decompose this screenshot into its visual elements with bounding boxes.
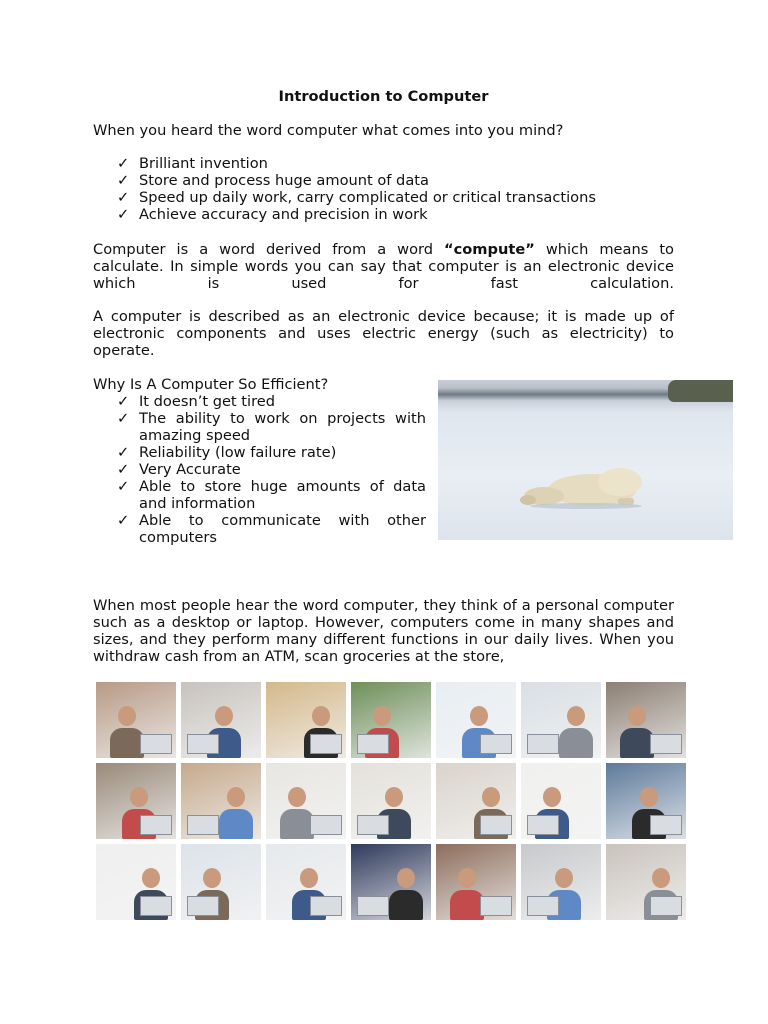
computer-device	[357, 734, 389, 754]
people-photo	[351, 844, 431, 920]
person-head	[300, 868, 318, 888]
people-photo	[436, 763, 516, 839]
person-head	[628, 706, 646, 726]
list-item	[117, 155, 596, 172]
polar-bear-photo	[438, 380, 733, 540]
list-item	[117, 206, 596, 223]
people-photo	[266, 844, 346, 920]
closing-paragraph: When most people hear the word computer, they think of a personal computer such as a desktop or laptop. However, computers come in many shapes and sizes, and they perform many different functions in our daily lives. When you withdraw cash from an ATM, scan groceries at the store,	[93, 597, 674, 665]
person-head	[215, 706, 233, 726]
people-photo	[266, 763, 346, 839]
list-item	[117, 478, 426, 512]
person-head	[142, 868, 160, 888]
person-head	[373, 706, 391, 726]
efficient-list	[117, 393, 426, 546]
computer-device	[310, 896, 342, 916]
checkmark-icon: ✓	[117, 461, 130, 478]
people-photo	[436, 682, 516, 758]
computer-device	[140, 734, 172, 754]
definition-text-start: Computer is a word derived from a word	[93, 241, 445, 258]
person-figure	[620, 728, 654, 758]
person-head	[288, 787, 306, 807]
mind-list	[117, 155, 596, 223]
people-photo	[351, 763, 431, 839]
person-figure	[559, 728, 593, 758]
people-photo	[266, 682, 346, 758]
computer-device	[480, 734, 512, 754]
person-head	[470, 706, 488, 726]
list-item-text: Able to store huge amounts of data and information	[139, 478, 426, 512]
person-head	[118, 706, 136, 726]
treeline	[668, 380, 733, 402]
checkmark-icon: ✓	[117, 512, 130, 529]
people-photo	[521, 682, 601, 758]
list-item-text: Achieve accuracy and precision in work	[139, 206, 428, 223]
person-figure	[280, 809, 314, 839]
definition-text-end: which means to calculate. In simple words you can say that computer is an electronic device which is used for fast calculation.	[93, 241, 674, 292]
person-head	[555, 868, 573, 888]
computer-device	[650, 734, 682, 754]
computer-device	[480, 896, 512, 916]
list-item	[117, 444, 426, 461]
people-photo	[96, 844, 176, 920]
checkmark-icon: ✓	[117, 393, 130, 410]
computer-device	[357, 896, 389, 916]
person-head	[543, 787, 561, 807]
checkmark-icon: ✓	[117, 172, 130, 189]
list-item-text: Brilliant invention	[139, 155, 268, 172]
people-photo	[181, 763, 261, 839]
intro-question: When you heard the word computer what comes into you mind?	[93, 122, 564, 139]
person-head	[385, 787, 403, 807]
computer-device	[480, 815, 512, 835]
computer-device	[187, 896, 219, 916]
people-photo-grid	[96, 682, 688, 922]
computer-device	[140, 896, 172, 916]
list-item-text: The ability to work on projects with amazing speed	[139, 410, 426, 444]
polar-bear-figure	[520, 462, 650, 510]
list-item	[117, 393, 426, 410]
checkmark-icon: ✓	[117, 410, 130, 427]
computer-device	[650, 896, 682, 916]
people-photo	[351, 682, 431, 758]
person-figure	[389, 890, 423, 920]
person-head	[227, 787, 245, 807]
people-photo	[96, 763, 176, 839]
computer-device	[527, 815, 559, 835]
list-item	[117, 461, 426, 478]
computer-device	[187, 815, 219, 835]
list-item-text: Very Accurate	[139, 461, 241, 478]
list-item-text: Store and process huge amount of data	[139, 172, 429, 189]
list-item-text: Reliability (low failure rate)	[139, 444, 337, 461]
people-photo	[606, 844, 686, 920]
computer-device	[357, 815, 389, 835]
people-photo	[181, 682, 261, 758]
person-head	[567, 706, 585, 726]
person-head	[458, 868, 476, 888]
checkmark-icon: ✓	[117, 155, 130, 172]
person-head	[312, 706, 330, 726]
person-head	[130, 787, 148, 807]
list-item-text: Able to communicate with other computers	[139, 512, 426, 546]
person-figure	[450, 890, 484, 920]
list-item-text: It doesn’t get tired	[139, 393, 275, 410]
people-photo	[606, 682, 686, 758]
person-head	[640, 787, 658, 807]
computer-device	[527, 896, 559, 916]
people-photo	[436, 844, 516, 920]
person-figure	[110, 728, 144, 758]
definition-paragraph	[93, 241, 674, 309]
list-item	[117, 512, 426, 546]
computer-device	[650, 815, 682, 835]
person-head	[482, 787, 500, 807]
people-photo	[96, 682, 176, 758]
efficient-heading: Why Is A Computer So Efficient?	[93, 376, 329, 393]
person-figure	[219, 809, 253, 839]
electronic-paragraph: A computer is described as an electronic device because; it is made up of electronic components and uses electric energy (such as electricity) to operate.	[93, 308, 674, 359]
people-photo	[181, 844, 261, 920]
computer-device	[187, 734, 219, 754]
computer-device	[310, 815, 342, 835]
checkmark-icon: ✓	[117, 206, 130, 223]
person-head	[397, 868, 415, 888]
list-item-text: Speed up daily work, carry complicated or critical transactions	[139, 189, 596, 206]
people-photo	[521, 763, 601, 839]
checkmark-icon: ✓	[117, 189, 130, 206]
person-head	[203, 868, 221, 888]
checkmark-icon: ✓	[117, 478, 130, 495]
people-photo	[521, 844, 601, 920]
person-head	[652, 868, 670, 888]
computer-device	[140, 815, 172, 835]
document-title: Introduction to Computer	[278, 88, 489, 105]
computer-device	[527, 734, 559, 754]
compute-keyword: “compute”	[444, 241, 535, 258]
people-photo	[606, 763, 686, 839]
computer-device	[310, 734, 342, 754]
list-item	[117, 172, 596, 189]
list-item	[117, 410, 426, 444]
checkmark-icon: ✓	[117, 444, 130, 461]
list-item	[117, 189, 596, 206]
